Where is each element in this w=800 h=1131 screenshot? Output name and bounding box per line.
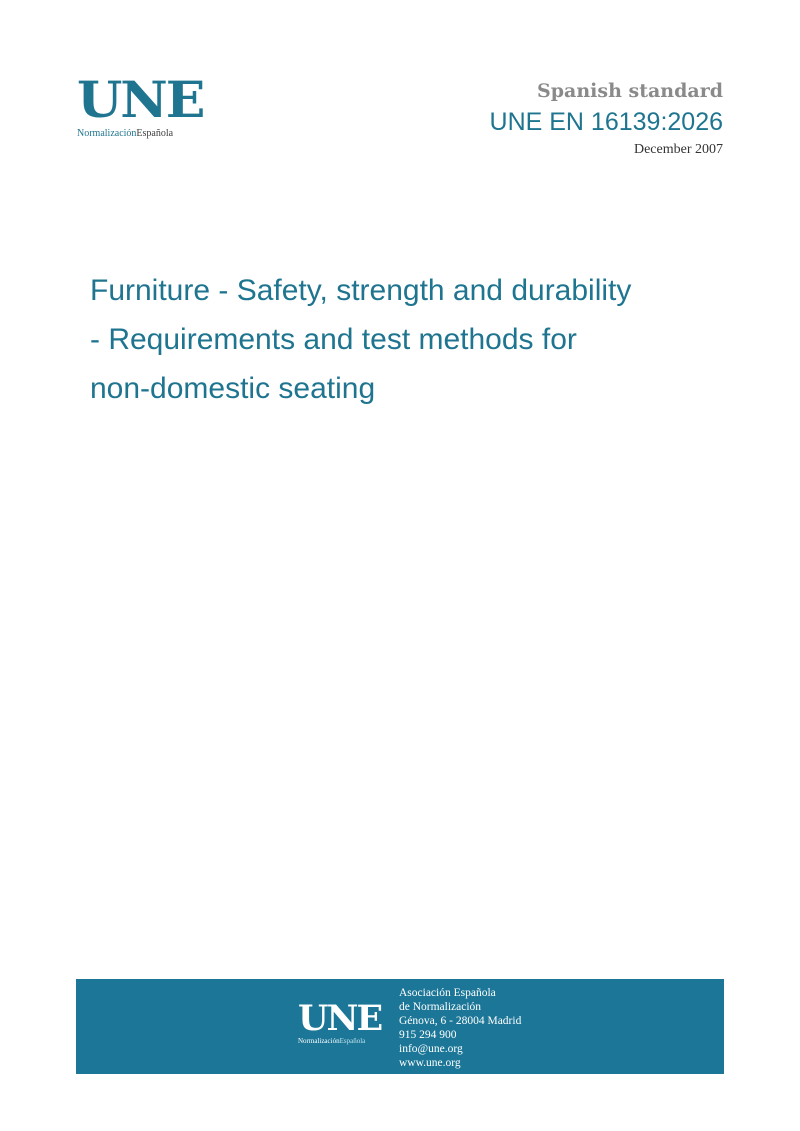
address-street: Génova, 6 - 28004 Madrid <box>399 1015 522 1027</box>
document-title <box>90 266 730 413</box>
footer-band <box>76 979 724 1074</box>
address-org: Asociación Española <box>399 987 496 999</box>
address-email[interactable]: info@une.org <box>399 1043 463 1055</box>
title-line: Furniture - Safety, strength and durability <box>90 274 632 307</box>
logo-subtitle <box>77 128 197 139</box>
logo-subtitle-b: Española <box>136 128 174 139</box>
logo-subtitle-a: Normalización <box>77 128 137 139</box>
footer-logo-mark: UNE <box>298 998 382 1039</box>
title-line: non-domestic seating <box>90 372 376 405</box>
standard-date: December 2007 <box>633 142 723 157</box>
une-logo <box>77 70 204 139</box>
standard-header <box>490 78 723 160</box>
address-org-2: de Normalización <box>399 1001 482 1013</box>
standard-code: UNE EN 16139:2026 <box>489 108 723 136</box>
address-website[interactable]: www.une.org <box>399 1057 461 1069</box>
footer-logo <box>298 998 382 1045</box>
footer-address <box>399 986 521 1070</box>
logo-mark: UNE <box>77 70 204 129</box>
footer-logo-subtitle-a: Normalización <box>298 1037 340 1045</box>
title-line: - Requirements and test methods for <box>90 323 577 356</box>
address-phone: 915 294 900 <box>399 1029 457 1041</box>
standard-kind: Spanish standard <box>537 80 723 102</box>
footer-logo-subtitle-b: Española <box>339 1037 366 1045</box>
